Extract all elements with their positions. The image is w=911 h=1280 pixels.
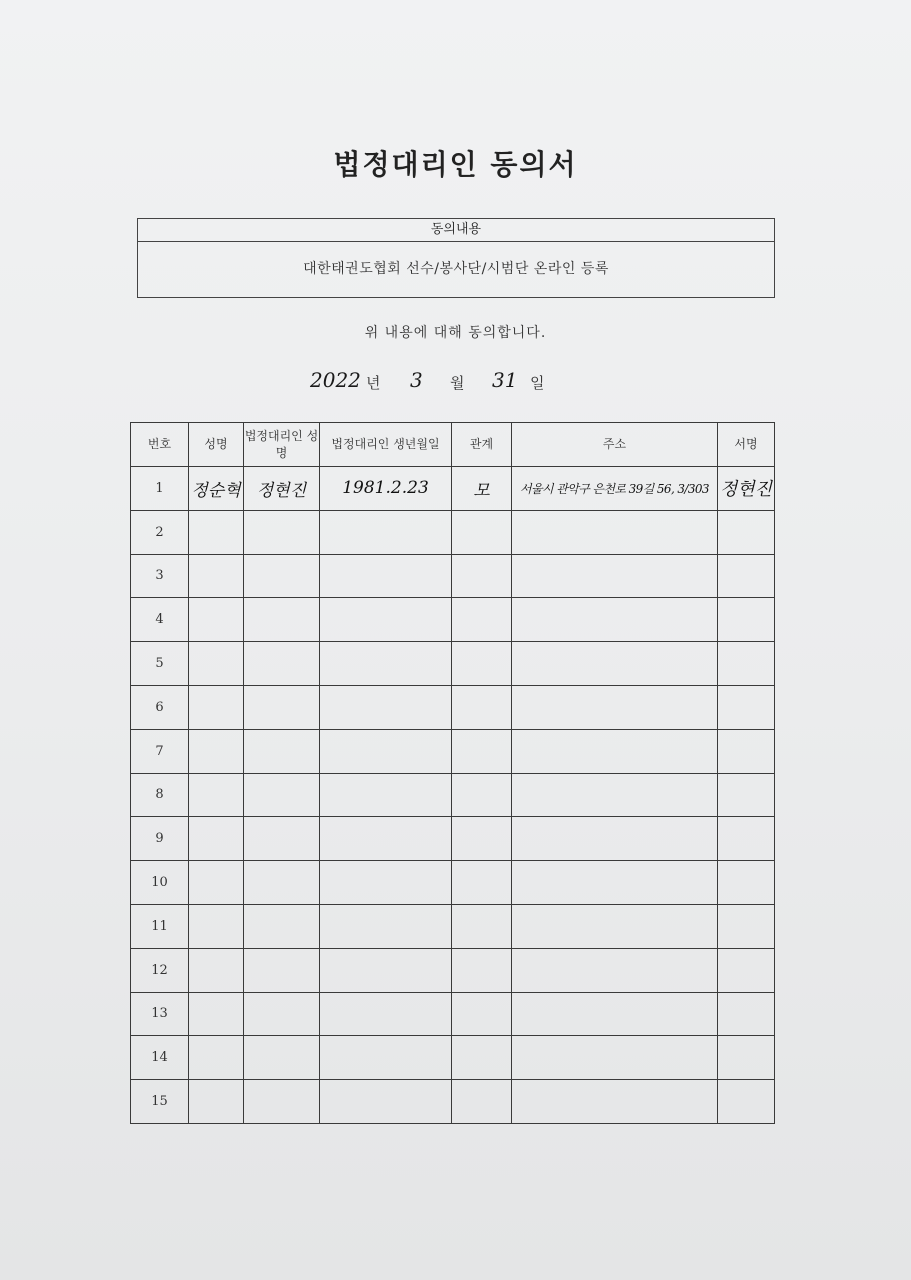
table-row — [131, 1080, 775, 1124]
cell-signature — [718, 992, 775, 1036]
agree-statement: 위 내용에 대해 동의합니다. — [364, 325, 547, 341]
cell-guardian-birth — [320, 510, 452, 554]
cell-guardian-name — [244, 598, 320, 642]
cell-address — [512, 685, 718, 729]
header-relation: 관계 — [452, 423, 512, 467]
cell-name — [189, 948, 244, 992]
row-number: 7 — [131, 729, 189, 773]
cell-name — [189, 904, 244, 948]
cell-signature — [718, 904, 775, 948]
cell-address: 서울시 관악구 은천로 39길 56, 3/303 — [512, 467, 718, 511]
cell-address — [512, 992, 718, 1036]
cell-address — [512, 861, 718, 905]
date-month: 3 — [410, 368, 423, 392]
header-guardian-birth: 법정대리인 생년월일 — [320, 423, 452, 467]
header-address: 주소 — [512, 423, 718, 467]
cell-name — [189, 685, 244, 729]
row-number: 14 — [131, 1036, 189, 1080]
cell-name — [189, 817, 244, 861]
cell-guardian-name — [244, 1036, 320, 1080]
row-number: 15 — [131, 1080, 189, 1124]
cell-relation — [452, 861, 512, 905]
table-row — [131, 1036, 775, 1080]
cell-relation — [452, 992, 512, 1036]
cell-signature — [718, 554, 775, 598]
cell-address — [512, 729, 718, 773]
header-signature: 서명 — [718, 423, 775, 467]
cell-signature — [718, 510, 775, 554]
cell-relation: 모 — [452, 467, 512, 511]
cell-name — [189, 729, 244, 773]
cell-address — [512, 598, 718, 642]
cell-address — [512, 554, 718, 598]
cell-relation — [452, 1036, 512, 1080]
table-row — [131, 773, 775, 817]
cell-relation — [452, 554, 512, 598]
row-number: 8 — [131, 773, 189, 817]
cell-address — [512, 510, 718, 554]
row-number: 2 — [131, 510, 189, 554]
row-number: 10 — [131, 861, 189, 905]
row-number: 1 — [131, 467, 189, 511]
cell-name — [189, 642, 244, 686]
cell-guardian-name — [244, 685, 320, 729]
table-row — [131, 861, 775, 905]
table-row — [131, 642, 775, 686]
cell-signature: 정현진 — [718, 467, 775, 511]
cell-guardian-name: 정현진 — [244, 467, 320, 511]
cell-signature — [718, 1080, 775, 1124]
cell-relation — [452, 685, 512, 729]
date-day-label: 일 — [530, 374, 545, 392]
cell-address — [512, 642, 718, 686]
cell-guardian-name — [244, 904, 320, 948]
cell-address — [512, 904, 718, 948]
row-number: 4 — [131, 598, 189, 642]
cell-guardian-birth — [320, 948, 452, 992]
cell-signature — [718, 1036, 775, 1080]
header-name: 성명 — [189, 423, 244, 467]
cell-name — [189, 861, 244, 905]
cell-guardian-birth — [320, 904, 452, 948]
cell-signature — [718, 817, 775, 861]
table-row — [131, 729, 775, 773]
consent-body: 대한태권도협회 선수/봉사단/시범단 온라인 등록 — [303, 261, 609, 277]
cell-guardian-birth — [320, 773, 452, 817]
cell-guardian-birth — [320, 685, 452, 729]
cell-relation — [452, 510, 512, 554]
cell-relation — [452, 598, 512, 642]
row-number: 11 — [131, 904, 189, 948]
table-row — [131, 992, 775, 1036]
cell-signature — [718, 948, 775, 992]
cell-name — [189, 1036, 244, 1080]
cell-guardian-name — [244, 992, 320, 1036]
cell-signature — [718, 598, 775, 642]
cell-relation — [452, 948, 512, 992]
date-line — [310, 368, 570, 398]
date-day: 31 — [492, 368, 518, 392]
cell-relation — [452, 642, 512, 686]
cell-name — [189, 554, 244, 598]
row-number: 9 — [131, 817, 189, 861]
cell-signature — [718, 773, 775, 817]
cell-address — [512, 948, 718, 992]
cell-guardian-birth — [320, 598, 452, 642]
table-row — [131, 467, 775, 511]
table-header-row — [131, 423, 775, 467]
cell-guardian-birth: 1981.2.23 — [320, 467, 452, 511]
cell-guardian-birth — [320, 1036, 452, 1080]
table-row — [131, 685, 775, 729]
cell-relation — [452, 904, 512, 948]
row-number: 5 — [131, 642, 189, 686]
cell-name — [189, 598, 244, 642]
page-title: 법정대리인 동의서 — [333, 148, 578, 181]
cell-name: 정순혁 — [189, 467, 244, 511]
cell-guardian-name — [244, 642, 320, 686]
consent-box — [137, 218, 775, 298]
cell-relation — [452, 773, 512, 817]
cell-signature — [718, 729, 775, 773]
cell-address — [512, 773, 718, 817]
table-row — [131, 948, 775, 992]
cell-guardian-name — [244, 554, 320, 598]
table-row — [131, 817, 775, 861]
date-month-label: 월 — [450, 374, 465, 392]
consent-header: 동의내용 — [138, 219, 774, 242]
cell-guardian-birth — [320, 861, 452, 905]
row-number: 3 — [131, 554, 189, 598]
cell-guardian-birth — [320, 554, 452, 598]
cell-address — [512, 1080, 718, 1124]
cell-name — [189, 510, 244, 554]
date-year: 2022 — [310, 368, 361, 392]
cell-relation — [452, 817, 512, 861]
row-number: 12 — [131, 948, 189, 992]
cell-guardian-birth — [320, 729, 452, 773]
row-number: 6 — [131, 685, 189, 729]
header-guardian-name: 법정대리인 성명 — [244, 423, 320, 467]
registration-table — [130, 422, 775, 1124]
cell-name — [189, 1080, 244, 1124]
header-no: 번호 — [131, 423, 189, 467]
cell-guardian-name — [244, 948, 320, 992]
cell-guardian-name — [244, 817, 320, 861]
table-row — [131, 904, 775, 948]
cell-guardian-birth — [320, 817, 452, 861]
cell-name — [189, 773, 244, 817]
table-row — [131, 554, 775, 598]
cell-guardian-name — [244, 861, 320, 905]
cell-signature — [718, 685, 775, 729]
cell-guardian-name — [244, 773, 320, 817]
date-year-label: 년 — [366, 374, 381, 392]
table-row — [131, 510, 775, 554]
cell-relation — [452, 1080, 512, 1124]
cell-relation — [452, 729, 512, 773]
cell-signature — [718, 642, 775, 686]
cell-guardian-birth — [320, 642, 452, 686]
cell-guardian-name — [244, 1080, 320, 1124]
cell-guardian-birth — [320, 992, 452, 1036]
cell-signature — [718, 861, 775, 905]
cell-address — [512, 1036, 718, 1080]
cell-name — [189, 992, 244, 1036]
cell-guardian-name — [244, 510, 320, 554]
cell-address — [512, 817, 718, 861]
cell-guardian-birth — [320, 1080, 452, 1124]
row-number: 13 — [131, 992, 189, 1036]
cell-guardian-name — [244, 729, 320, 773]
table-row — [131, 598, 775, 642]
